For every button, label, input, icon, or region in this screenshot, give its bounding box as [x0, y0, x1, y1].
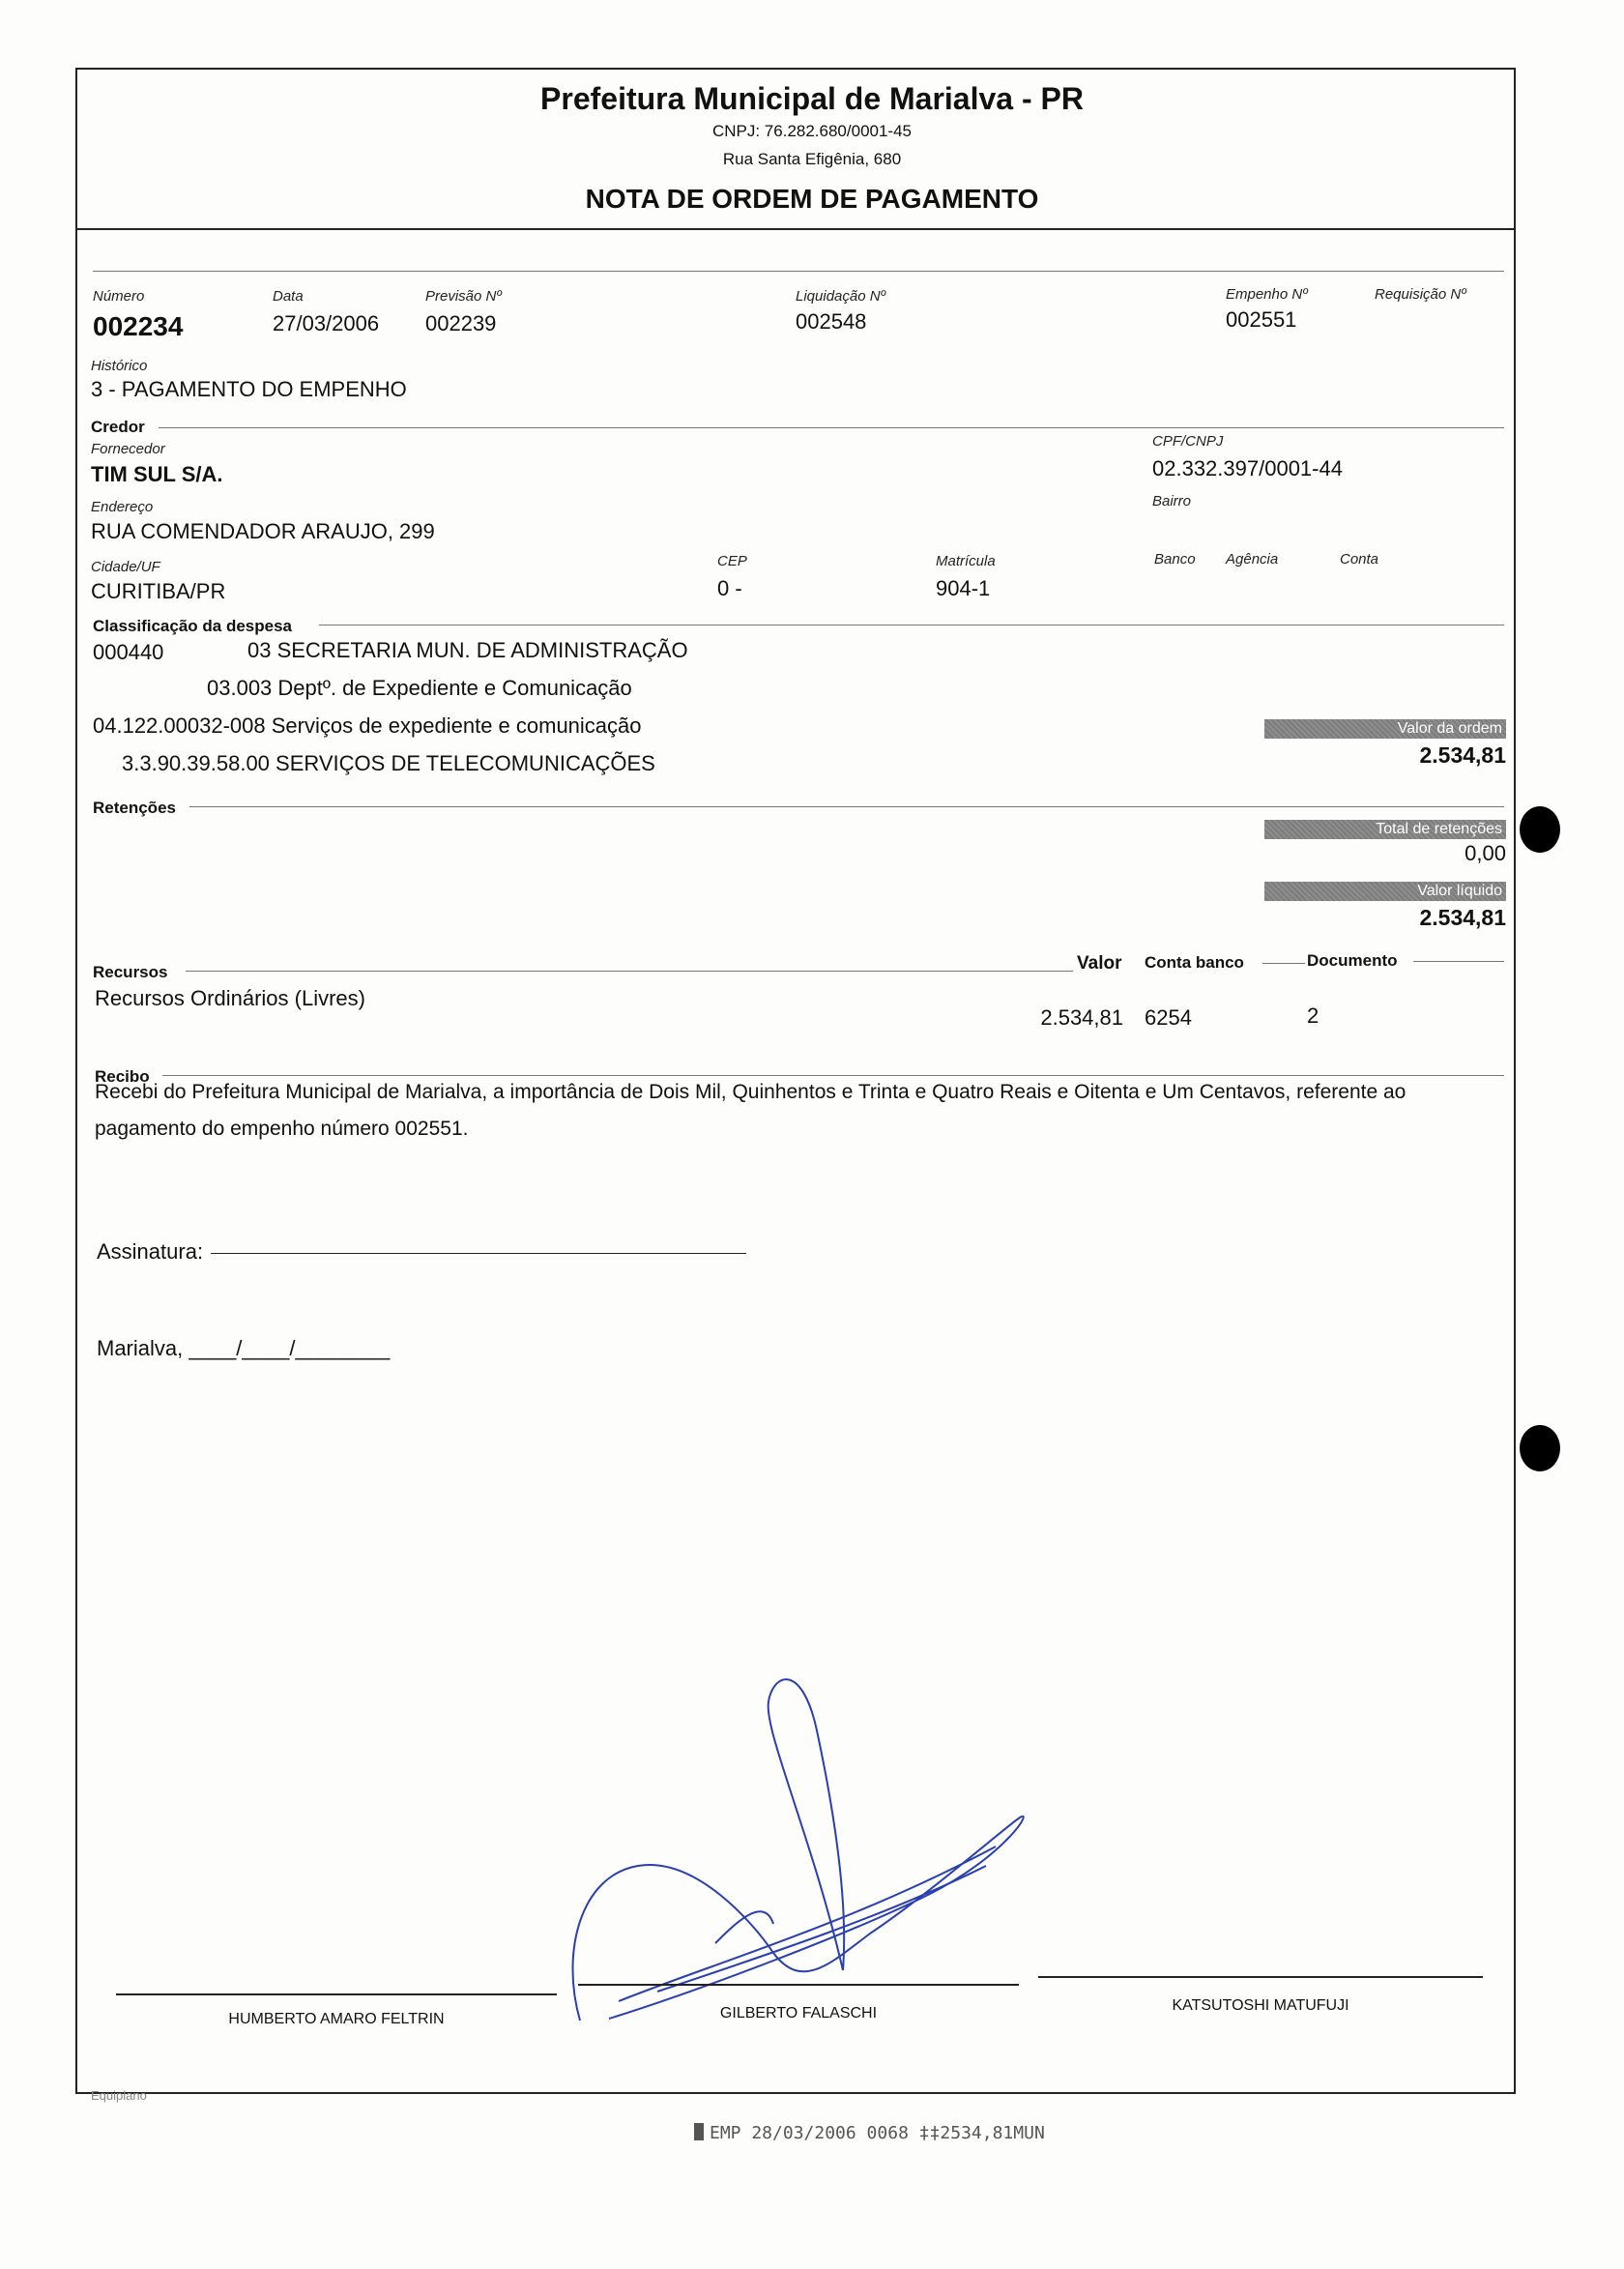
recursos-valor-label: Valor — [1077, 953, 1122, 974]
total-retencoes-label: Total de retenções — [1264, 820, 1506, 839]
classificacao-section: Classificação da despesa — [93, 617, 293, 635]
previsao-label: Previsão Nº — [425, 288, 502, 305]
recibo-section: Recibo — [95, 1067, 150, 1086]
header-address: Rua Santa Efigênia, 680 — [722, 150, 902, 168]
header-cnpj: CNPJ: 76.282.680/0001-45 — [711, 122, 913, 140]
recursos-valor: 2.534,81 — [1040, 1005, 1123, 1030]
fornecedor-value: TIM SUL S/A. — [91, 462, 223, 486]
total-retencoes-value: 0,00 — [1464, 841, 1506, 865]
liquidacao-label: Liquidação Nº — [796, 288, 886, 305]
recibo-text-line-1: Recebi do Prefeitura Municipal de Marialva, a importância de Dois Mil, Quinhentos e Trinta e Quatro Reais e Oitenta e Um Centavos, referente ao — [95, 1081, 1406, 1103]
empenho-value: 002551 — [1226, 307, 1297, 332]
valor-liquido-label: Valor líquido — [1264, 882, 1506, 901]
recursos-section: Recursos — [93, 963, 168, 981]
valor-ordem-label: Valor da ordem — [1264, 719, 1506, 739]
valor-liquido-value: 2.534,81 — [1419, 905, 1506, 930]
liquidacao-value: 002548 — [796, 309, 867, 334]
recursos-conta-label: Conta banco — [1145, 953, 1244, 972]
recursos-descricao: Recursos Ordinários (Livres) — [95, 986, 365, 1010]
credor-section: Credor — [91, 418, 145, 436]
classificacao-line-3: 04.122.00032-008 Serviços de expediente e comunicação — [93, 713, 642, 738]
classificacao-line-2: 03.003 Deptº. de Expediente e Comunicação — [207, 676, 632, 700]
classificacao-line-1: 03 SECRETARIA MUN. DE ADMINISTRAÇÃO — [247, 638, 688, 662]
signature-line-3 — [1038, 1976, 1483, 1978]
historico-label: Histórico — [91, 358, 148, 374]
requisicao-label: Requisição Nº — [1375, 286, 1466, 303]
receipt-stamp: EMP 28/03/2006 0068 ‡‡2534,81MUN — [710, 2123, 1045, 2143]
data-label: Data — [273, 288, 304, 305]
stamp-mark — [694, 2123, 704, 2140]
data-value: 27/03/2006 — [273, 311, 380, 335]
recursos-documento: 2 — [1307, 1004, 1320, 1028]
page-title: Prefeitura Municipal de Marialva - PR — [540, 81, 1084, 116]
valor-ordem-value: 2.534,81 — [1419, 742, 1506, 768]
cidade-value: CURITIBA/PR — [91, 579, 226, 603]
previsao-value: 002239 — [425, 311, 497, 335]
empenho-label: Empenho Nº — [1226, 286, 1308, 303]
recibo-text-line-2: pagamento do empenho número 002551. — [95, 1118, 469, 1140]
signature-line-1 — [116, 1993, 557, 1995]
signature-line-2 — [578, 1984, 1019, 1986]
classificacao-code: 000440 — [93, 640, 164, 664]
numero-value: 002234 — [93, 311, 184, 341]
bairro-label: Bairro — [1152, 493, 1192, 509]
software-footer: Equiplano — [91, 2088, 147, 2103]
recursos-documento-label: Documento — [1307, 951, 1398, 970]
conta-label: Conta — [1340, 551, 1379, 567]
classificacao-line-4: 3.3.90.39.58.00 SERVIÇOS DE TELECOMUNICAÇÕES — [122, 751, 655, 775]
recursos-conta: 6254 — [1145, 1005, 1192, 1030]
signatory-3: KATSUTOSHI MATUFUJI — [1172, 1997, 1349, 2014]
signatory-2: GILBERTO FALASCHI — [719, 2005, 878, 2022]
cidade-label: Cidade/UF — [91, 559, 160, 575]
fornecedor-label: Fornecedor — [91, 441, 165, 457]
cep-value: 0 - — [717, 576, 742, 600]
endereco-label: Endereço — [91, 499, 154, 515]
cpf-value: 02.332.397/0001-44 — [1152, 456, 1343, 480]
matricula-value: 904-1 — [936, 576, 991, 600]
numero-label: Número — [93, 288, 145, 305]
agencia-label: Agência — [1226, 551, 1279, 567]
signatory-1: HUMBERTO AMARO FELTRIN — [228, 2011, 445, 2027]
retencoes-section: Retenções — [93, 799, 176, 817]
banco-label: Banco — [1154, 551, 1196, 567]
historico-value: 3 - PAGAMENTO DO EMPENHO — [91, 377, 407, 401]
document-title: NOTA DE ORDEM DE PAGAMENTO — [585, 184, 1039, 214]
assinatura-label: Assinatura: — [97, 1239, 204, 1264]
endereco-value: RUA COMENDADOR ARAUJO, 299 — [91, 519, 435, 543]
local-date: Marialva, ____/____/________ — [97, 1336, 391, 1360]
cep-label: CEP — [717, 553, 747, 569]
punch-hole-top — [1520, 806, 1560, 853]
punch-hole-bottom — [1520, 1425, 1560, 1471]
matricula-label: Matrícula — [936, 553, 996, 569]
cpf-label: CPF/CNPJ — [1152, 433, 1224, 450]
